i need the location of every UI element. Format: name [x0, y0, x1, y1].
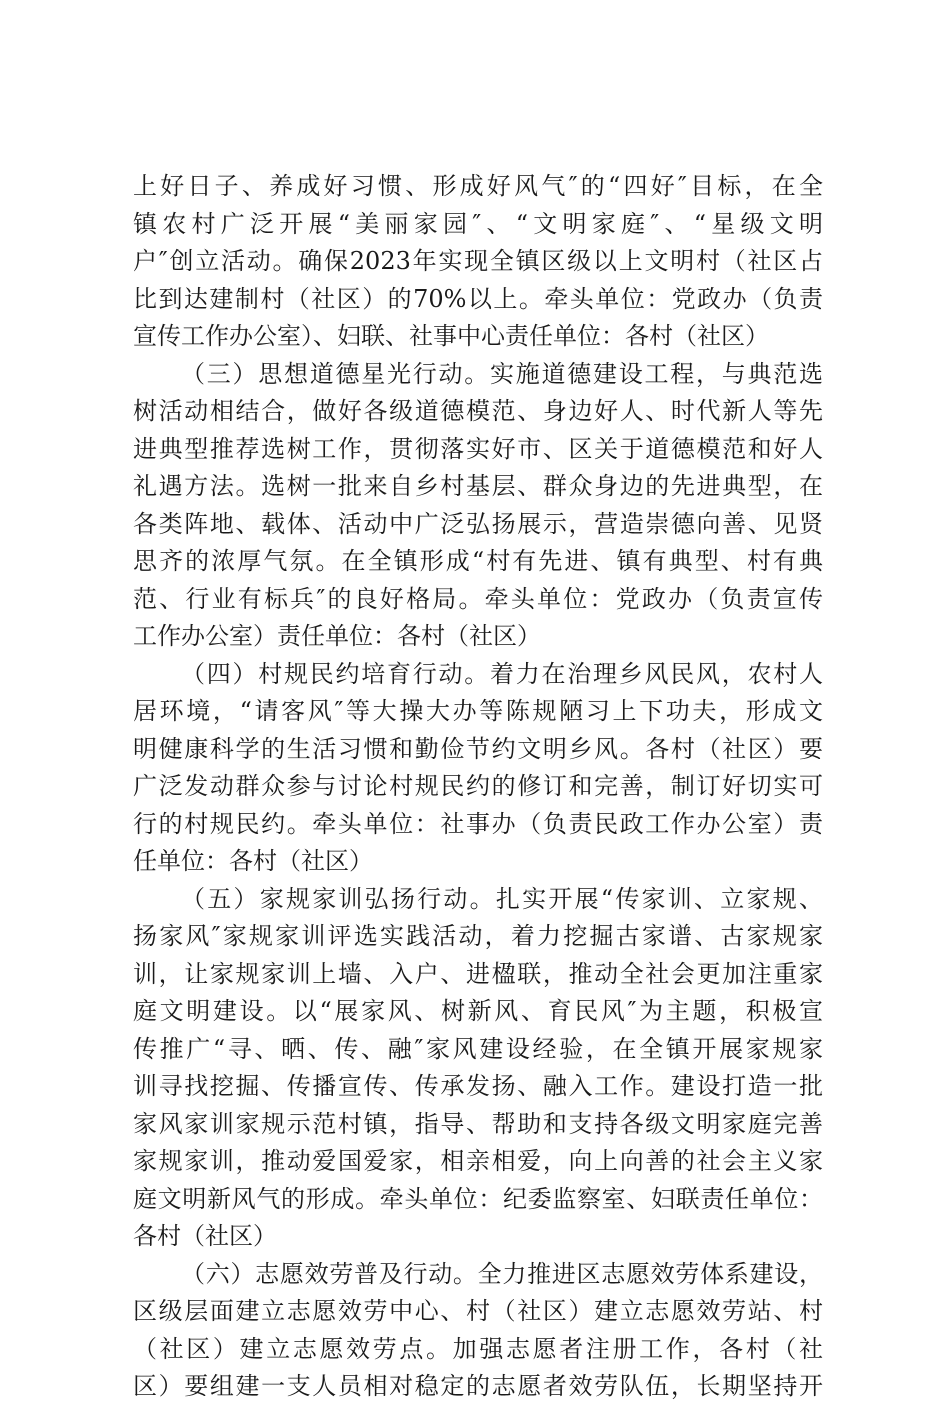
text-line: 广泛发动群众参与讨论村规民约的修订和完善，制订好切实可 [133, 772, 823, 800]
text-line: 任单位：各村（社区） [133, 847, 373, 875]
text-line: 比到达建制村（社区）的70%以上。牵头单位：党政办（负责 [133, 284, 823, 313]
text-line: 明健康科学的生活习惯和勤俭节约文明乡风。各村（社区）要 [133, 734, 823, 763]
text-line: 思齐的浓厚气氛。在全镇形成“村有先进、镇有典型、村有典 [133, 547, 823, 575]
text-line: （社区）建立志愿效劳点。加强志愿者注册工作，各村（社 [133, 1334, 823, 1363]
text-line: 镇农村广泛开展“美丽家园″、“文明家庭″、“星级文明 [133, 209, 823, 238]
text-line: 家风家训家规示范村镇，指导、帮助和支持各级文明家庭完善 [133, 1109, 823, 1138]
document-body [133, 168, 823, 1406]
text-line: 宣传工作办公室）、妇联、社事中心责任单位：各村（社区） [133, 322, 769, 350]
paragraph-heading-line: （四）村规民约培育行动。着力在治理乡风民风，农村人 [181, 659, 823, 688]
text-line: 训，让家规家训上墙、入户、进楹联，推动全社会更加注重家 [133, 959, 823, 988]
text-line: 区级层面建立志愿效劳中心、村（社区）建立志愿效劳站、村 [133, 1297, 823, 1325]
text-line: 树活动相结合，做好各级道德模范、身边好人、时代新人等先 [133, 397, 823, 425]
text-line: 庭文明新风气的形成。牵头单位：纪委监察室、妇联责任单位： [133, 1184, 823, 1213]
text-line: 礼遇方法。选树一批来自乡村基层、群众身边的先进典型，在 [133, 472, 823, 500]
text-line: 各类阵地、载体、活动中广泛弘扬展示，营造崇德向善、见贤 [133, 509, 823, 538]
text-line: 范、行业有标兵″的良好格局。牵头单位：党政办（负责宣传 [133, 584, 823, 613]
paragraph-heading-line: （三）思想道德星光行动。实施道德建设工程，与典范选 [181, 359, 823, 388]
paragraph-heading-line: （五）家规家训弘扬行动。扎实开展“传家训、立家规、 [181, 884, 823, 913]
text-line: 行的村规民约。牵头单位：社事办（负责民政工作办公室）责 [133, 809, 823, 838]
text-line: 家规家训，推动爱国爱家，相亲相爱，向上向善的社会主义家 [133, 1147, 823, 1175]
text-line: 传推广“寻、晒、传、融″家风建设经验，在全镇开展家规家 [133, 1034, 823, 1063]
text-line: 工作办公室）责任单位：各村（社区） [133, 622, 541, 650]
text-line: 庭文明建设。以“展家风、树新风、育民风″为主题，积极宣 [133, 997, 823, 1025]
text-line: 区）要组建一支人员相对稳定的志愿者效劳队伍，长期坚持开 [133, 1372, 823, 1400]
text-line: 各村（社区） [133, 1222, 277, 1250]
text-line: 训寻找挖掘、传播宣传、传承发扬、融入工作。建设打造一批 [133, 1072, 823, 1100]
text-line: 居环境，“请客风″等大操大办等陈规陋习上下功夫，形成文 [133, 697, 823, 725]
text-line: 进典型推荐选树工作，贯彻落实好市、区关于道德模范和好人 [133, 434, 823, 463]
text-line: 扬家风″家规家训评选实践活动，着力挖掘古家谱、古家规家 [133, 922, 823, 950]
paragraph-heading-line: （六）志愿效劳普及行动。全力推进区志愿效劳体系建设， [181, 1259, 823, 1288]
text-line: 户″创立活动。确保2023年实现全镇区级以上文明村（社区占 [133, 247, 823, 275]
text-line: 上好日子、养成好习惯、形成好风气″的“四好″目标，在全 [133, 172, 823, 200]
